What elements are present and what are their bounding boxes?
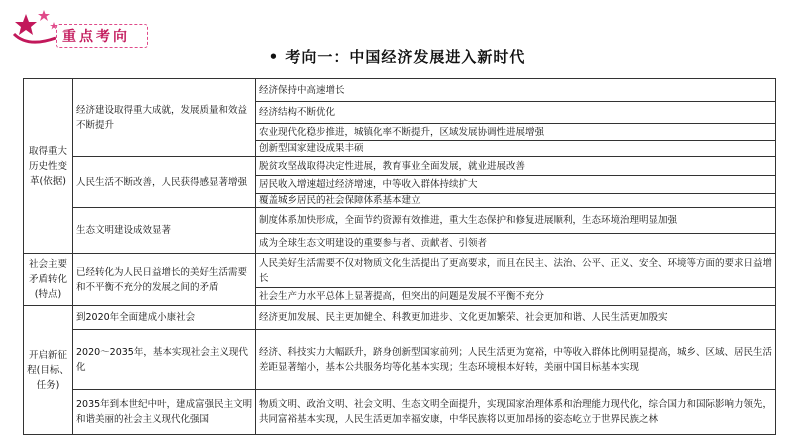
subgroup-label: 生态文明建设成效显著 [76, 225, 172, 236]
subgroup-label: 到2020年全面建成小康社会 [76, 312, 196, 323]
detail-item: 居民收入增速超过经济增速，中等收入群体持续扩大 [259, 179, 478, 190]
detail-item: 经济保持中高速增长 [259, 84, 345, 96]
group-label: 开启新征程(目标、任务) [27, 349, 69, 391]
summary-table [23, 78, 776, 435]
subgroup-label: 2035年到本世纪中叶，建成富强民主文明和谐美丽的社会主义现代化强国 [76, 399, 253, 425]
subgroup-label: 经济建设取得重大成就，发展质量和效益不断提升 [76, 104, 248, 131]
detail-item: 物质文明、政治文明、社会文明、生态文明全面提升，实现国家治理体系和治理能力现代化，综合国力和国际影响力领先，共同富裕基本实现，人民生活更加幸福安康，中华民族将以更加昂扬的姿态屹立于世界民族之林 [259, 399, 773, 425]
detail-item: 创新型国家建设成果丰硕 [259, 143, 364, 154]
detail-item: 脱贫攻坚战取得决定性进展，教育事业全面发展，就业进展改善 [259, 160, 526, 172]
detail-item: 成为全球生态文明建设的重要参与者、贡献者、引领者 [259, 238, 488, 249]
detail-item: 经济结构不断优化 [259, 107, 336, 118]
group-label: 社会主要矛盾转化(特点) [28, 259, 67, 300]
detail-item: 经济更加发展、民主更加健全、科教更加进步、文化更加繁荣、社会更加和谐、人民生活更加殷实 [259, 312, 668, 323]
detail-item: 社会生产力水平总体上显著提高，但突出的问题是发展不平衡不充分 [259, 291, 545, 302]
detail-item: 人民美好生活需要不仅对物质文化生活提出了更高要求，而且在民主、法治、公平、正义、安全、环境等方面的要求日益增长 [259, 257, 773, 284]
subgroup-label: 已经转化为人民日益增长的美好生活需要和不平衡不充分的发展之间的矛盾 [76, 266, 248, 293]
detail-item: 经济、科技实力大幅跃升，跻身创新型国家前列；人民生活更为宽裕，中等收入群体比例明显提高，城乡、区域、居民生活差距显著缩小，基本公共服务均等化基本实现；生态环境根本好转，美丽中国目标基本实现 [259, 346, 773, 373]
detail-item: 制度体系加快形成，全面节约资源有效推进，重大生态保护和修复进展顺利，生态环境治理明显加强 [259, 215, 678, 226]
group-label: 取得重大历史性变革(依据) [28, 145, 67, 187]
page-title: • 考向一：中国经济发展进入新时代 [268, 48, 526, 66]
subgroup-label: 2020～2035年，基本实现社会主义现代化 [76, 346, 248, 373]
detail-item: 农业现代化稳步推进，城镇化率不断提升，区域发展协调性进展增强 [259, 126, 545, 138]
subgroup-label: 人民生活不断改善，人民获得感显著增强 [76, 176, 248, 188]
section-badge [8, 4, 158, 50]
detail-item: 覆盖城乡居民的社会保障体系基本建立 [259, 195, 421, 206]
badge-label: 重点考向 [62, 29, 130, 45]
